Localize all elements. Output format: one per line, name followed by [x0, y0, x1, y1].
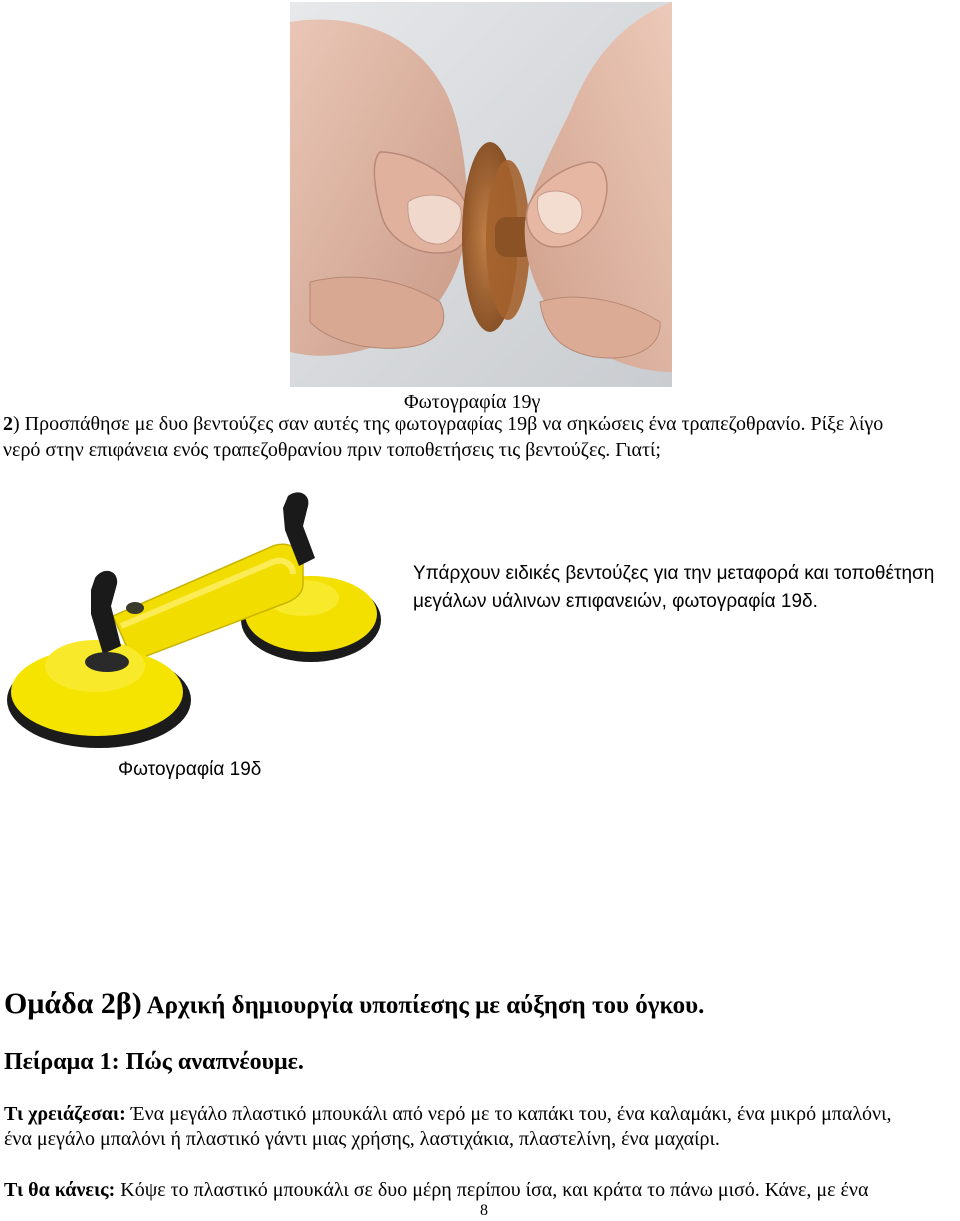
experiment-title: Πείραμα 1: Πώς αναπνέουμε.: [4, 1049, 304, 1075]
step-2-text-line-1: ) Προσπάθησε με δυο βεντούζες σαν αυτές της φωτογραφίας 19β να σηκώσεις ένα τραπεζοθρανίο. Ρίξε λίγο: [13, 413, 884, 435]
step-2-text-line-2: νερό στην επιφάνεια ενός τραπεζοθρανίου πριν τοποθετήσεις τις βεντούζες. Γιατί;: [3, 439, 661, 461]
step-2-paragraph-line-1: [3, 411, 883, 437]
section-heading: [4, 987, 704, 1021]
group-label: Ομάδα 2β): [4, 987, 142, 1020]
step-number: 2: [3, 413, 13, 435]
lifter-description-line-2: μεγάλων υάλινων επιφανειών, φωτογραφία 19δ.: [413, 591, 818, 612]
section-title: Αρχική δημιουργία υποπίεσης με αύξηση του όγκου.: [141, 992, 705, 1019]
materials-label: Τι χρειάζεσαι:: [4, 1103, 126, 1125]
materials-line-1: [4, 1101, 891, 1127]
procedure-label: Τι θα κάνεις:: [4, 1179, 116, 1201]
photo-19d: [3, 486, 385, 752]
photo-19d-caption: Φωτογραφία 19δ: [118, 759, 262, 780]
photo-19c: [290, 2, 672, 387]
procedure-line-1: [4, 1177, 868, 1203]
lifter-description-line-1: Υπάρχουν ειδικές βεντούζες για την μεταφορά και τοποθέτηση: [413, 563, 935, 584]
hands-suction-cups-illustration: [290, 2, 672, 387]
materials-text-2: ένα μεγάλο μπαλόνι ή πλαστικό γάντι μιας χρήσης, λαστιχάκια, πλαστελίνη, ένα μαχαίρι.: [4, 1128, 720, 1150]
photo-19c-caption: Φωτογραφία 19γ: [404, 391, 541, 413]
page-number: 8: [480, 1202, 488, 1219]
procedure-text-1: Κόψε το πλαστικό μπουκάλι σε δυο μέρη περίπου ίσα, και κράτα το πάνω μισό. Κάνε, με ένα: [115, 1179, 869, 1201]
suction-lifter-illustration: [3, 486, 385, 752]
materials-text-1: Ένα μεγάλο πλαστικό μπουκάλι από νερό με το καπάκι του, ένα καλαμάκι, ένα μικρό μπαλόνι,: [125, 1103, 892, 1125]
